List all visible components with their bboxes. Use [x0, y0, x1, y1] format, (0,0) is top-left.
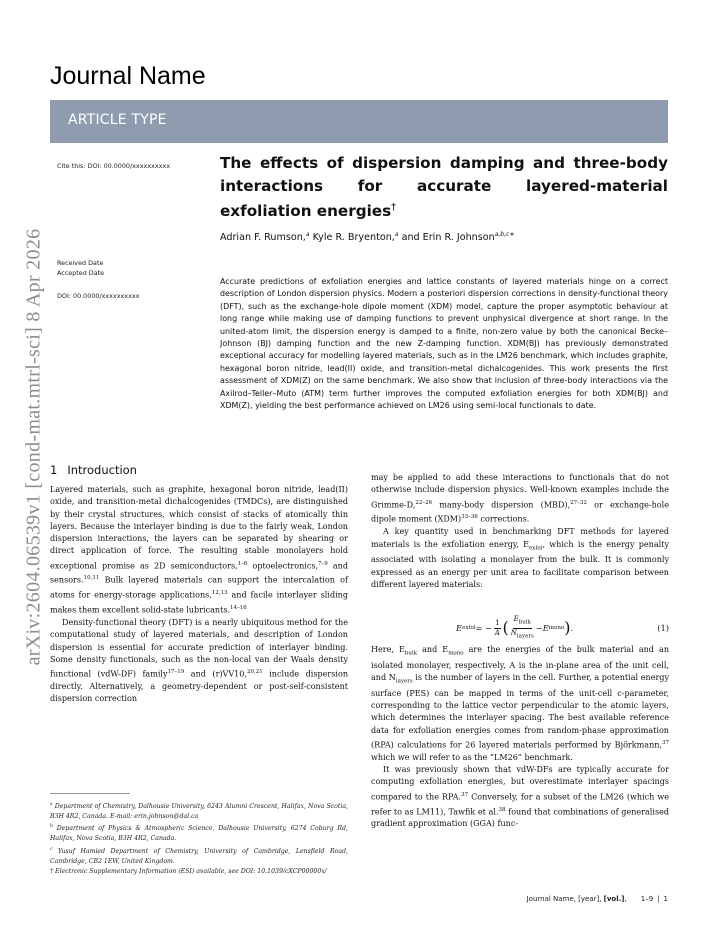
fraction-one-over-area: $\frac{1}{A}$: [494, 618, 500, 637]
section-title: Introduction: [67, 463, 137, 477]
equation-body: E exfol = − $\frac{1}{A}$ ( $\frac{E_{bulk}}{N_{layers}}$ − E mono ) .: [456, 615, 574, 639]
section-heading: [50, 463, 137, 477]
footer-journal: Journal Name, [year],: [526, 895, 604, 903]
body-paragraph: Density-functional theory (DFT) is a nearly ubiquitous method for the computational study of layered materials, and description of London dispersion is essential for accurate prediction of interlayer binding. Some density functionals, such as the non-local van der Waals density functional (vdW-DF) family$^{17-19}$ and (r)VV10,$^{20,21}$ include dispersion directly. Alternatively, a geometry-dependent or post-self-consistent dispersion correction: [50, 618, 348, 704]
author-affiliation: a,b,c∗: [494, 231, 515, 238]
body-column-left: [50, 484, 348, 706]
affiliation-footnote: $^a$ Department of Chemistry, Dalhousie University, 6243 Alumni Crescent, Halifax, Nova Scotia, B3H 4R2, Canada. E-mail: erin.johnson@dal.ca: [50, 802, 348, 821]
abstract: Accurate predictions of exfoliation energies and lattice constants of layered materials hinge on a correct description of London dispersion physics. Modern a posteriori dispersion corrections in density-functional theory (DFT), such as the exchange-hole dipole moment (XDM) model, capture the proper asymptotic behaviour at long range while making use of damping functions to prevent unphysical divergence at short range. In the united-atom limit, the dispersion energy is damped to a finite, non-zero value by both the canonical Becke–Johnson (BJ) damping function and the new Z-damping function. XDM(BJ) has previously demonstrated exceptional accuracy for modelling layered materials, such as in the LM26 benchmark, which includes graphite, hexagonal boron nitride, lead(II) oxide, and transition-metal dichalcogenides. This work presents the first assessment of XDM(Z) on the same benchmark. We also show that inclusion of three-body interactions via the Axilrod–Teller–Muto (ATM) term further improves the computed exfoliation energies for both XDM(BJ) and XDM(Z), yielding the best performance achieved on LM26 using semi-local functionals to date.: [220, 277, 668, 411]
body-paragraph: may be applied to add these interactions to functionals that do not otherwise include dispersion physics. Well-known examples include the Grimme-D,$^{22-26}$ many-body dispersion (MBD),$^{27-32}$ or exchange-hole dipole moment (XDM)$^{33-36}$ corrections.: [371, 473, 669, 525]
article-type-label: ARTICLE TYPE: [68, 112, 167, 128]
author-name: Adrian F. Rumson,: [220, 232, 306, 244]
footnotes: [50, 800, 348, 877]
arxiv-identifier-stamp: arXiv:2604.06539v1 [cond-mat.mtrl-sci] 8 Apr 2026: [22, 228, 45, 666]
received-date: Received Date: [57, 259, 104, 267]
body-column-right-top: [371, 472, 669, 591]
journal-name: Journal Name: [50, 62, 206, 90]
footer-page-number: 1: [663, 895, 668, 903]
author-affiliation: a: [305, 231, 310, 238]
cite-this-label: Cite this: DOI: 00.0000/xxxxxxxxxx: [57, 162, 170, 170]
author-affiliation: a: [394, 231, 399, 238]
section-number: 1: [50, 463, 58, 477]
exfoliation-energy-equation: [371, 615, 669, 641]
fraction-bulk-over-layers: $\frac{E_{bulk}}{N_{layers}}$: [510, 615, 534, 639]
author-name: Kyle R. Bryenton,: [309, 232, 395, 244]
footer-page-range: 1–9: [640, 895, 654, 903]
footer-volume: [vol.]: [603, 895, 625, 903]
footnote-divider: [50, 793, 130, 794]
affiliation-footnote: $^c$ Yusuf Hamied Department of Chemistry, University of Cambridge, Lensfield Road, Cambridge, CB2 1EW, United Kingdom.: [50, 846, 348, 865]
article-type-banner: [50, 100, 668, 143]
body-paragraph: Layered materials, such as graphite, hexagonal boron nitride, lead(II) oxide, and transition-metal dichalcogenides (TMDCs), are distinguished by their crystal structures, which consist of stacks of atomically thin layers. Because the interlayer binding is due to the fairly weak, London dispersion interactions, the layers can be separated by shearing or direct application of force. The resulting stable monolayers hold exceptional promise as 2D semiconductors,$^{1-6}$ optoelectronics,$^{7-9}$ and sensors.$^{10,11}$ Bulk layered materials can support the intercalation of atoms for energy-storage applications,$^{12,13}$ and facile interlayer sliding makes them excellent solid-state lubricants.$^{14-16}$: [50, 485, 349, 615]
equation-number: (1): [657, 623, 669, 633]
affiliation-footnote: $^b$ Department of Physics & Atmospheric Science, Dalhousie University, 6274 Coburg Rd, Halifax, Nova Scotia, B3H 4R2, Canada.: [50, 824, 348, 843]
accepted-date: Accepted Date: [57, 269, 105, 277]
body-paragraph: A key quantity used in benchmarking DFT methods for layered materials is the exfoliation energy, $E_{exfol}$, which is the energy penalty associated with isolating a monolayer from the bulk. It is commonly expressed as an energy per unit area to facilitate comparison between different layered materials:: [371, 527, 669, 589]
body-paragraph: Here, $E_{bulk}$ and $E_{mono}$ are the energies of the bulk material and an isolated monolayer, respectively, A is the in-plane area of the unit cell, and $N_{layers}$ is the number of layers in the cell. Further, a potential energy surface (PES) can be mapped in terms of the unit-cell c-parameter, corresponding to the lattice vector perpendicular to the atomic layers, which determines the interlayer spacing. The best available reference data for exfoliation energies comes from random-phase approximation (RPA) calculations for 26 layered materials performed by Björkmann,$^{37}$ which we will refer to as the “LM26” benchmark.: [371, 645, 669, 762]
doi-label: DOI: 00.0000/xxxxxxxxxx: [57, 292, 140, 300]
page-footer: Journal Name, [year], [vol.], 1–9 | 1: [526, 895, 668, 903]
author-name: and Erin R. Johnson: [398, 232, 495, 244]
body-column-right-bottom: [371, 644, 669, 831]
esi-footnote: † Electronic Supplementary Information (ESI) available, see DOI: 10.1039/cXCP00000x/: [50, 867, 327, 875]
body-paragraph: It was previously shown that vdW-DFs are typically accurate for computing exfoliation energies, but overestimate interlayer spacings compared to the RPA.$^{37}$ Conversely, for a subset of the LM26 (which we refer to as LM11), Tawfik et al.$^{38}$ found that combinations of generalised gradient approximation (GGA) func-: [371, 765, 669, 829]
paper-title: [220, 152, 668, 223]
author-list: [220, 231, 514, 243]
title-footnote-mark: †: [391, 202, 397, 213]
paper-title-text: The effects of dispersion damping and three-body interactions for accurate layered-material exfoliation energies: [220, 154, 668, 221]
